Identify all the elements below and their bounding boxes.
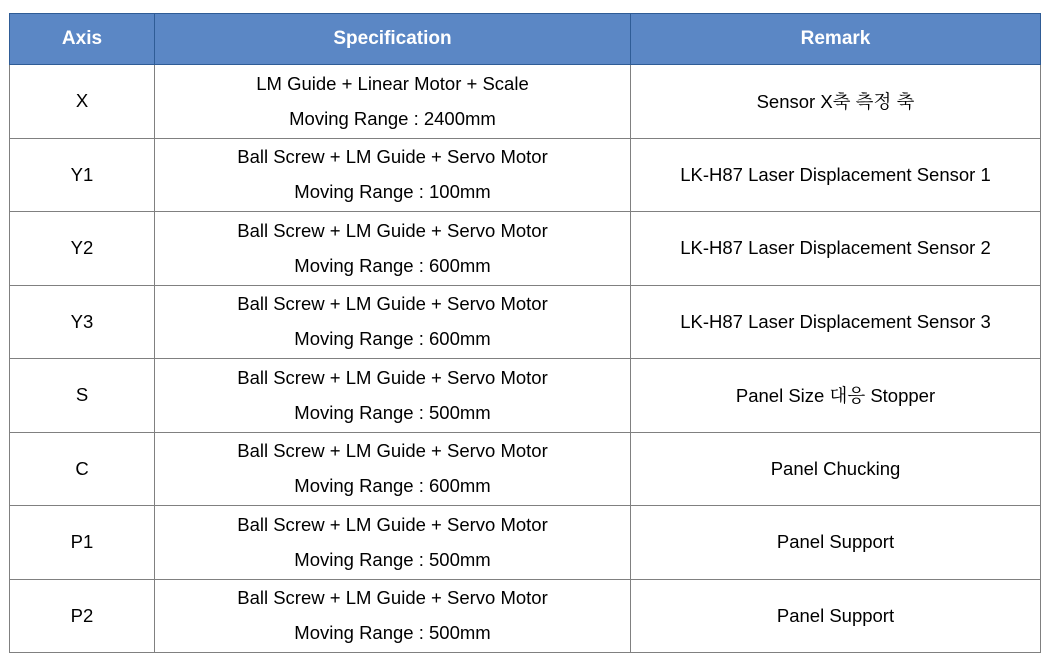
table-header-row: [10, 14, 1041, 65]
axis-value: Y2: [10, 212, 155, 286]
table-row: [10, 285, 1041, 359]
table-header: [10, 14, 1041, 65]
specification-components: Ball Screw + LM Guide + Servo Motor: [237, 587, 548, 609]
axis-value: Y3: [10, 285, 155, 359]
remark-value: [631, 579, 1041, 653]
table-row: [10, 432, 1041, 506]
remark-value: [631, 359, 1041, 433]
axis-specification-table-container: [9, 13, 1040, 653]
specification-moving-range: Moving Range : 600mm: [294, 475, 491, 497]
specification-components: Ball Screw + LM Guide + Servo Motor: [237, 146, 548, 168]
axis-value: X: [10, 65, 155, 139]
remark-value: [631, 138, 1041, 212]
remark-value: [631, 65, 1041, 139]
specification-value: [155, 432, 631, 506]
specification-components: Ball Screw + LM Guide + Servo Motor: [237, 366, 548, 388]
remark-value: [631, 432, 1041, 506]
specification-components: Ball Screw + LM Guide + Servo Motor: [237, 440, 548, 462]
remark-value: [631, 212, 1041, 286]
specification-moving-range: Moving Range : 500mm: [294, 622, 491, 644]
table-row: [10, 212, 1041, 286]
specification-moving-range: Moving Range : 100mm: [294, 181, 491, 203]
specification-components: Ball Screw + LM Guide + Servo Motor: [237, 513, 548, 535]
specification-moving-range: Moving Range : 500mm: [294, 401, 491, 423]
table-row: [10, 506, 1041, 580]
remark-text: LK-H87 Laser Displacement Sensor 1: [680, 163, 991, 185]
remark-text: LK-H87 Laser Displacement Sensor 3: [680, 310, 991, 332]
specification-value: [155, 359, 631, 433]
remark-text: Sensor X축 측정 축: [756, 91, 915, 113]
remark-value: [631, 506, 1041, 580]
specification-components: Ball Screw + LM Guide + Servo Motor: [237, 293, 548, 315]
axis-value: P1: [10, 506, 155, 580]
column-header-axis: Axis: [10, 14, 155, 65]
axis-value: P2: [10, 579, 155, 653]
remark-value: [631, 285, 1041, 359]
specification-moving-range: Moving Range : 2400mm: [289, 107, 496, 129]
remark-text: Panel Support: [776, 531, 895, 553]
remark-text: Panel Size 대응 Stopper: [735, 385, 936, 407]
specification-components: LM Guide + Linear Motor + Scale: [256, 72, 529, 94]
remark-text: Panel Chucking: [770, 457, 901, 479]
table-row: [10, 579, 1041, 653]
remark-text: Panel Support: [776, 604, 895, 626]
specification-value: [155, 579, 631, 653]
column-header-remark: Remark: [631, 14, 1041, 65]
specification-value: [155, 506, 631, 580]
specification-components: Ball Screw + LM Guide + Servo Motor: [237, 219, 548, 241]
axis-value: C: [10, 432, 155, 506]
column-header-specification: Specification: [155, 14, 631, 65]
table-row: [10, 65, 1041, 139]
axis-value: Y1: [10, 138, 155, 212]
remark-text: LK-H87 Laser Displacement Sensor 2: [680, 237, 991, 259]
table-row: [10, 359, 1041, 433]
table-body: [10, 65, 1041, 653]
specification-value: [155, 285, 631, 359]
specification-moving-range: Moving Range : 600mm: [294, 328, 491, 350]
specification-value: [155, 65, 631, 139]
specification-value: [155, 138, 631, 212]
axis-specification-table: [9, 13, 1041, 653]
axis-value: S: [10, 359, 155, 433]
table-row: [10, 138, 1041, 212]
specification-moving-range: Moving Range : 600mm: [294, 254, 491, 276]
specification-value: [155, 212, 631, 286]
specification-moving-range: Moving Range : 500mm: [294, 548, 491, 570]
